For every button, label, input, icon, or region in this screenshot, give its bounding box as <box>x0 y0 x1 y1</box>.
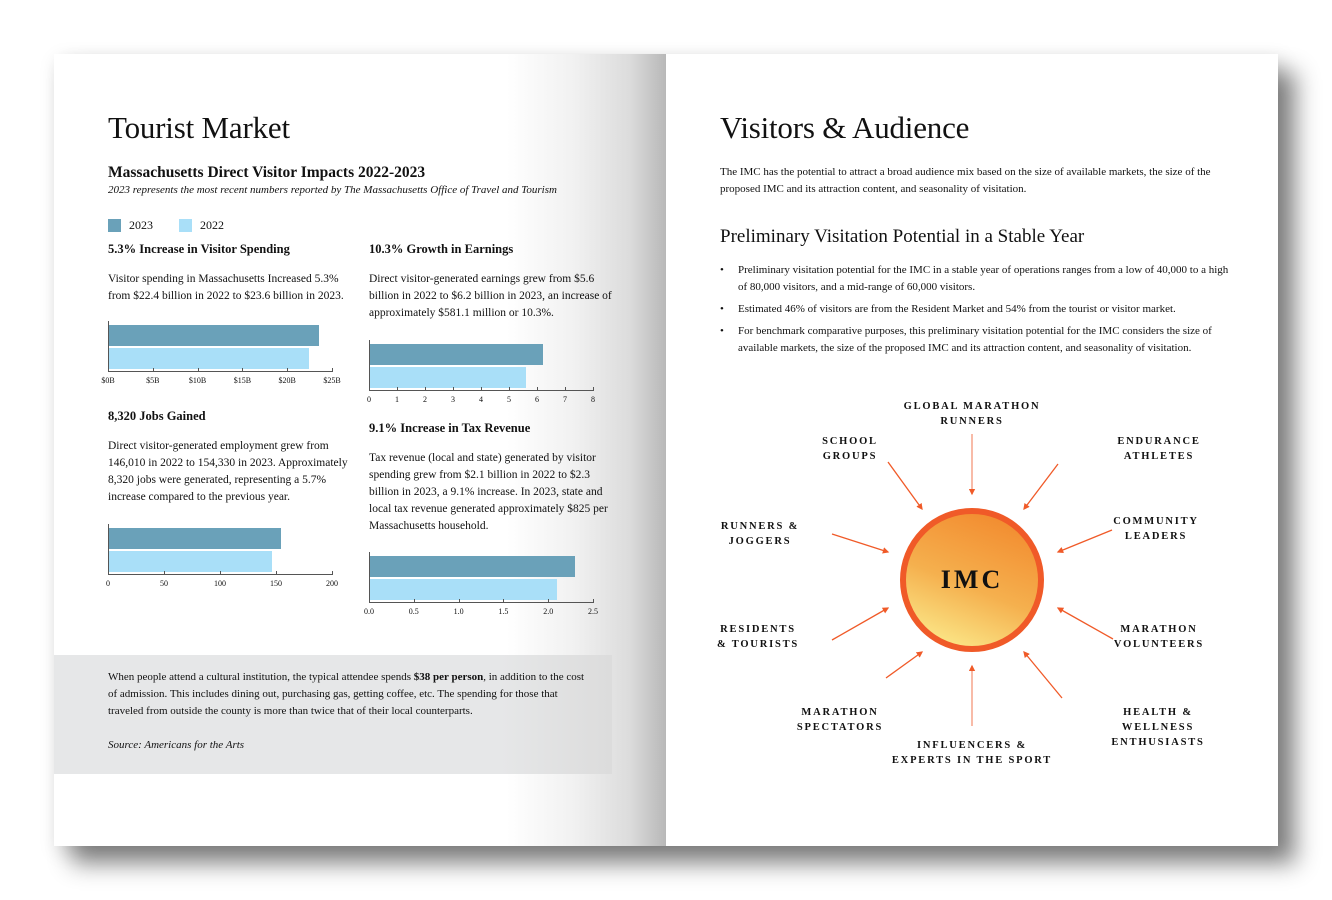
arrow-icon <box>1024 464 1058 509</box>
bar-2022 <box>370 579 557 600</box>
callout-source: Source: Americans for the Arts <box>108 739 245 751</box>
x-tick <box>198 368 199 372</box>
audience-label: COMMUNITY LEADERS <box>1113 516 1199 542</box>
bullet-icon: • <box>720 325 724 337</box>
x-tick <box>481 387 482 391</box>
x-tick-label: 2.0 <box>543 607 554 616</box>
x-tick <box>565 387 566 391</box>
x-tick-label: $25B <box>323 376 341 385</box>
bullet-list <box>720 262 1230 362</box>
booklet-spread <box>54 54 1278 846</box>
x-tick-label: 0.5 <box>408 607 419 616</box>
chart-tax-revenue <box>364 552 598 616</box>
audience-label: HEALTH & WELLNESS ENTHUSIASTS <box>1111 707 1205 748</box>
stat-heading: 5.3% Increase in Visitor Spending <box>108 242 290 256</box>
stat-heading: 10.3% Growth in Earnings <box>369 242 514 256</box>
arrow-icon <box>1024 652 1062 698</box>
callout-text <box>108 669 588 720</box>
x-tick-label: 4 <box>479 395 483 404</box>
x-tick <box>108 571 109 575</box>
stat-tax-revenue <box>369 421 614 535</box>
section-heading: Preliminary Visitation Potential in a Stable Year <box>720 226 1085 247</box>
bullet-item <box>720 323 1230 357</box>
arrow-icon <box>1058 530 1112 552</box>
x-tick <box>369 599 370 603</box>
x-tick-label: $10B <box>188 376 207 385</box>
x-tick-label: 1.0 <box>453 607 464 616</box>
audience-label: ENDURANCE ATHLETES <box>1117 436 1201 462</box>
arrow-icon <box>832 608 888 640</box>
x-tick-label: 200 <box>326 579 338 588</box>
imc-label: IMC <box>940 565 1004 594</box>
legend-label: 2022 <box>200 218 224 232</box>
chart-legend <box>108 218 250 233</box>
audience-label: GLOBAL MARATHON RUNNERS <box>903 401 1041 427</box>
audience-label: SCHOOL GROUPS <box>822 436 878 462</box>
x-tick-label: 2.5 <box>588 607 598 616</box>
x-tick <box>459 599 460 603</box>
x-axis <box>369 602 593 603</box>
x-tick <box>220 571 221 575</box>
bullet-text: Estimated 46% of visitors are from the Resident Market and 54% from the tourist or visitor market. <box>738 303 1176 315</box>
x-tick-label: 3 <box>451 395 455 404</box>
x-tick-label: $20B <box>278 376 296 385</box>
bar-2022 <box>109 551 272 572</box>
arrow-icon <box>1058 608 1113 639</box>
stat-heading: 8,320 Jobs Gained <box>108 409 206 423</box>
callout-highlight: $38 per person <box>413 671 484 683</box>
audience-label: INFLUENCERS & EXPERTS IN THE SPORT <box>891 740 1053 766</box>
audience-label: MARATHON SPECTATORS <box>796 707 884 733</box>
x-tick-label: 7 <box>563 395 567 404</box>
audience-label: RUNNERS & JOGGERS <box>720 521 800 547</box>
x-tick <box>276 571 277 575</box>
stat-body: Visitor spending in Massachusetts Increased 5.3% from $22.4 billion in 2022 to $23.6 billion in 2023. <box>108 273 344 302</box>
stat-body: Tax revenue (local and state) generated by visitor spending grew from $2.1 billion in 2022 to $2.3 billion in 2023, a 9.1% increase. In 2023, state and local tax revenue generated approximately $825 per Massachusetts household. <box>369 452 608 532</box>
x-tick <box>425 387 426 391</box>
arrow-icon <box>886 652 922 678</box>
arrow-icon <box>832 534 888 552</box>
source-note: 2023 represents the most recent numbers reported by The Massachusetts Office of Travel and Tourism <box>108 184 557 196</box>
x-tick <box>164 571 165 575</box>
x-tick <box>414 599 415 603</box>
x-tick-label: 0 <box>367 395 371 404</box>
x-tick-label: 5 <box>507 395 511 404</box>
x-tick-label: 50 <box>160 579 168 588</box>
bar-2022 <box>370 367 526 388</box>
bullet-item <box>720 301 1230 318</box>
x-tick <box>108 368 109 372</box>
x-tick <box>453 387 454 391</box>
bar-2022 <box>109 348 309 369</box>
stat-body: Direct visitor-generated earnings grew from $5.6 billion in 2022 to $6.2 billion in 2023, an increase of approximately $581.1 million or 10.3%. <box>369 273 612 319</box>
callout-text-part: When people attend a cultural institution, the typical attendee spends <box>108 671 414 683</box>
stat-body: Direct visitor-generated employment grew from 146,010 in 2022 to 154,330 in 2023. Approximately 8,320 jobs were generated, representing a 5.7% increase compared to the previous year. <box>108 440 348 503</box>
left-page <box>54 54 666 846</box>
x-tick-label: 1 <box>395 395 399 404</box>
legend-label: 2023 <box>129 218 153 232</box>
x-tick-label: 0 <box>106 579 110 588</box>
x-tick-label: 2 <box>423 395 427 404</box>
x-tick <box>332 368 333 372</box>
x-tick <box>287 368 288 372</box>
page-title: Visitors & Audience <box>720 110 970 145</box>
chart-earnings <box>367 340 595 404</box>
x-tick <box>548 599 549 603</box>
x-tick <box>153 368 154 372</box>
stat-earnings <box>369 242 619 322</box>
callout-text-part: , in addition to the cost of admission. This includes dining out, purchasing gas, getting coffee, etc. The spending for those that traveled from outside the county is more than twice that of their local counterparts. <box>108 671 585 717</box>
x-tick-label: 8 <box>591 395 595 404</box>
callout-box <box>54 655 612 774</box>
intro-paragraph: The IMC has the potential to attract a broad audience mix based on the size of available markets, the size of the proposed IMC and its attraction content, and seasonality of visitation. <box>720 166 1211 195</box>
x-tick <box>509 387 510 391</box>
x-tick <box>332 571 333 575</box>
legend-item-2022 <box>179 218 224 233</box>
bullet-icon: • <box>720 303 724 315</box>
x-tick-label: $15B <box>233 376 252 385</box>
stat-jobs <box>108 409 353 506</box>
right-page <box>666 54 1278 846</box>
legend-item-2023 <box>108 218 153 233</box>
x-tick <box>369 387 370 391</box>
x-tick <box>242 368 243 372</box>
stat-heading: 9.1% Increase in Tax Revenue <box>369 421 531 435</box>
x-tick <box>537 387 538 391</box>
x-tick-label: 150 <box>270 579 282 588</box>
chart-jobs <box>106 524 338 588</box>
audience-label: MARATHON VOLUNTEERS <box>1113 624 1205 650</box>
x-axis <box>108 371 332 372</box>
page-title: Tourist Market <box>108 110 290 145</box>
bar-2023 <box>109 325 319 346</box>
x-tick-label: $0B <box>101 376 115 385</box>
audience-label: RESIDENTS & TOURISTS <box>716 624 800 650</box>
bar-2023 <box>370 344 543 365</box>
x-tick-label: 0.0 <box>364 607 374 616</box>
arrow-icon <box>888 462 922 509</box>
chart-visitor-spending <box>101 321 341 385</box>
bullet-text: For benchmark comparative purposes, this preliminary visitation potential for the IMC considers the size of available markets, the size of the proposed IMC and its attraction content, and seasonality of visitation. <box>738 325 1212 354</box>
stat-visitor-spending <box>108 242 356 305</box>
x-tick <box>593 387 594 391</box>
bar-2023 <box>370 556 575 577</box>
legend-swatch-2022 <box>179 219 192 232</box>
x-tick-label: 1.5 <box>498 607 509 616</box>
audience-diagram <box>666 384 1278 784</box>
legend-swatch-2023 <box>108 219 121 232</box>
x-tick <box>593 599 594 603</box>
section-subtitle: Massachusetts Direct Visitor Impacts 2022-2023 <box>108 164 426 181</box>
x-tick-label: 100 <box>214 579 226 588</box>
x-tick-label: 6 <box>535 395 539 404</box>
x-tick-label: $5B <box>146 376 160 385</box>
bar-2023 <box>109 528 281 549</box>
bullet-icon: • <box>720 264 724 276</box>
bullet-text: Preliminary visitation potential for the IMC in a stable year of operations ranges from a low of 40,000 to a high of 80,000 visitors, and a mid-range of 60,000 visitors. <box>738 264 1229 293</box>
x-tick <box>397 387 398 391</box>
bullet-item <box>720 262 1230 296</box>
x-tick <box>503 599 504 603</box>
